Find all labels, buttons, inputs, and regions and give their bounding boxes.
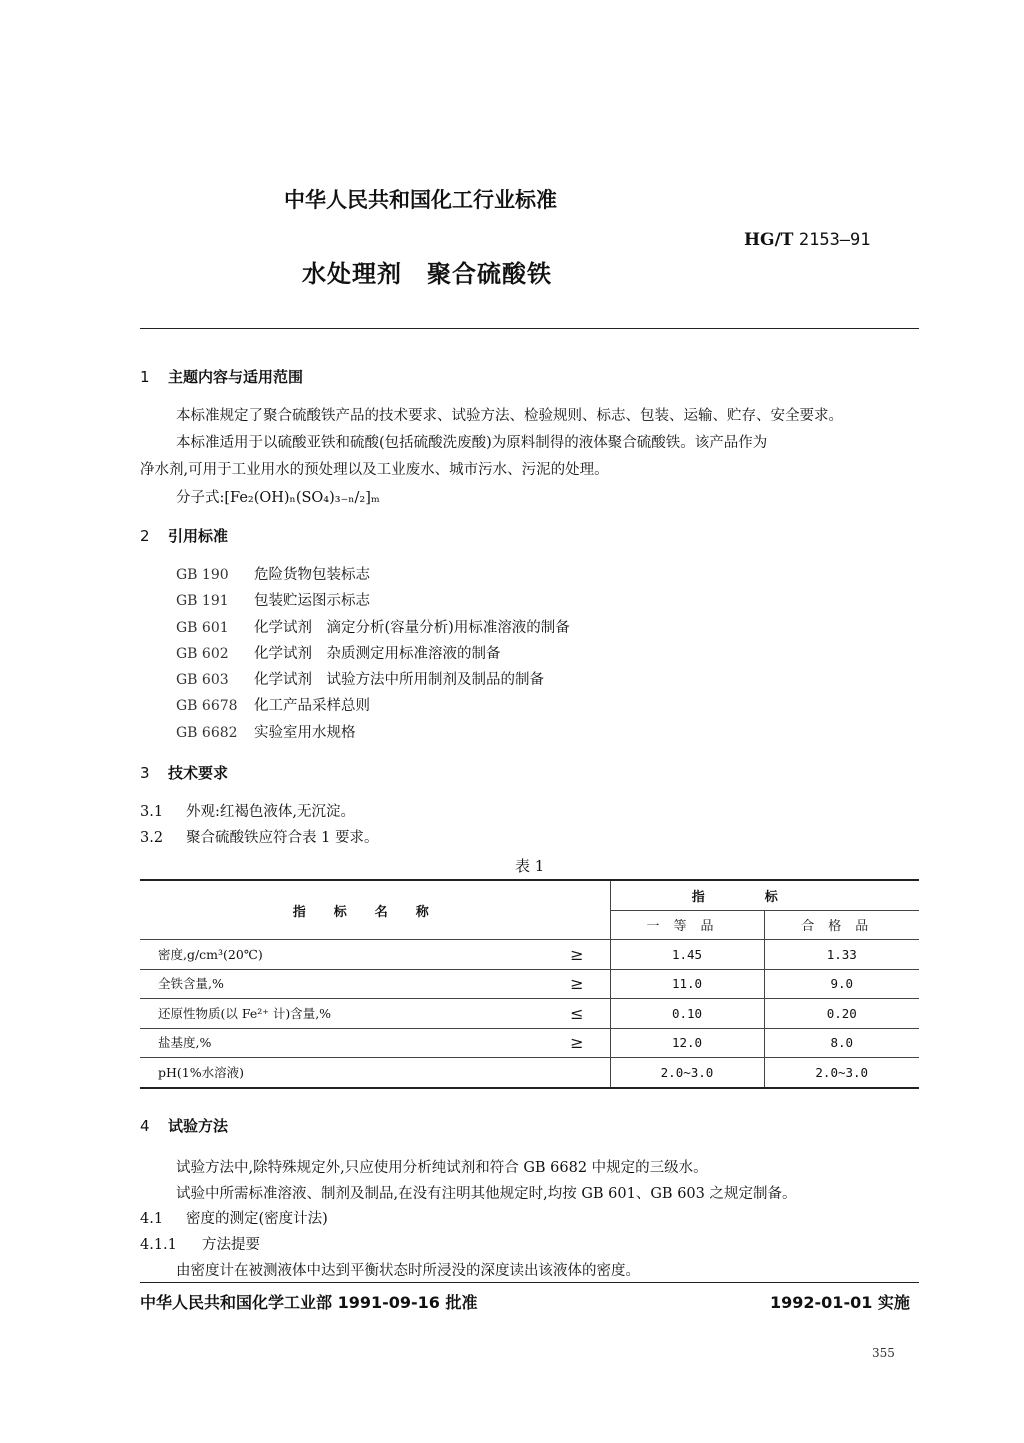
comparison-sign: ≥	[570, 1033, 584, 1053]
table-header-qualified: 合格品	[764, 910, 919, 940]
reference-code: GB 602	[176, 646, 229, 662]
sec1-paragraph-2-cont: 净水剂,可用于工业用水的预处理以及工业废水、城市污水、污泥的处理。	[140, 462, 609, 478]
clause-number: 3.2	[140, 830, 164, 846]
comparison-sign: ≥	[570, 974, 584, 994]
reference-title: 化学试剂 试验方法中所用制剂及制品的制备	[254, 672, 544, 688]
table-header-name: 指标名称	[140, 880, 610, 940]
reference-code: GB 190	[176, 567, 229, 583]
clause-text: 方法提要	[202, 1237, 260, 1253]
table-header-first-grade: 一等品	[610, 910, 764, 940]
clause-3-2	[140, 826, 378, 847]
table-row	[140, 969, 919, 999]
section-number: 2	[140, 527, 150, 545]
table-cell-value: 11.0	[610, 969, 764, 999]
section-title: 主题内容与适用范围	[168, 368, 304, 386]
section-title: 引用标准	[168, 527, 229, 545]
reference-code: GB 6682	[176, 725, 238, 741]
table-row	[140, 1058, 919, 1088]
method-principle-text: 由密度计在被测液体中达到平衡状态时所浸没的深度读出该液体的密度。	[176, 1263, 640, 1279]
table-cell-value: 12.0	[610, 1028, 764, 1058]
table-cell-value: 0.10	[610, 999, 764, 1029]
table-row	[140, 1028, 919, 1058]
section-number: 3	[140, 764, 150, 782]
standard-code: 2153—91	[798, 230, 871, 250]
section-2-heading	[140, 525, 228, 546]
item-name: 密度,g/cm³(20℃)	[158, 946, 263, 962]
clause-number: 4.1.1	[140, 1237, 177, 1253]
table-row	[140, 940, 919, 970]
section-number: 4	[140, 1117, 150, 1135]
clause-number: 4.1	[140, 1211, 164, 1227]
table-cell-name	[140, 969, 610, 999]
standard-prefix: HG/T	[744, 230, 794, 250]
formula-label: 分子式:	[176, 490, 225, 506]
approval-line: 中华人民共和国化学工业部 1991-09-16 批准	[140, 1293, 478, 1312]
table-cell-value: 9.0	[764, 969, 919, 999]
table-row	[140, 999, 919, 1029]
table-cell-value: 2.0~3.0	[610, 1058, 764, 1088]
table-cell-name	[140, 1058, 610, 1088]
table-cell-value: 8.0	[764, 1028, 919, 1058]
document-title: 水处理剂 聚合硫酸铁	[302, 260, 552, 288]
reference-title: 化工产品采样总则	[254, 698, 370, 714]
reference-title: 实验室用水规格	[254, 725, 356, 741]
item-name: pH(1%水溶液)	[158, 1065, 244, 1081]
table-cell-name	[140, 1028, 610, 1058]
reference-item	[176, 589, 370, 610]
comparison-sign: ≥	[570, 944, 584, 964]
comparison-sign: ≤	[570, 1003, 584, 1023]
org-title: 中华人民共和国化工行业标准	[284, 188, 557, 212]
table-header-group: 指标	[610, 880, 919, 910]
reference-item	[176, 668, 544, 689]
reference-code: GB 601	[176, 620, 229, 636]
table-cell-name	[140, 999, 610, 1029]
table-cell-value: 1.33	[764, 940, 919, 970]
item-name: 还原性物质(以 Fe²⁺ 计)含量,%	[158, 1005, 332, 1021]
reference-item	[176, 616, 570, 637]
table-cell-value: 1.45	[610, 940, 764, 970]
sec1-paragraph-1: 本标准规定了聚合硫酸铁产品的技术要求、试验方法、检验规则、标志、包装、运输、贮存、安全要求。	[176, 408, 843, 424]
sec4-paragraph-2: 试验中所需标准溶液、制剂及制品,在没有注明其他规定时,均按 GB 601、GB 603 之规定制备。	[176, 1186, 797, 1202]
table-cell-value: 0.20	[764, 999, 919, 1029]
footer-rule	[140, 1282, 919, 1283]
header-rule	[140, 328, 919, 329]
table-cell-value: 2.0~3.0	[764, 1058, 919, 1088]
reference-title: 化学试剂 杂质测定用标准溶液的制备	[254, 646, 501, 662]
section-number: 1	[140, 368, 150, 386]
section-title: 试验方法	[168, 1117, 229, 1135]
sec1-paragraph-2: 本标准适用于以硫酸亚铁和硫酸(包括硫酸洗废酸)为原料制得的液体聚合硫酸铁。该产品作为	[176, 435, 768, 451]
item-name: 全铁含量,%	[158, 976, 224, 992]
reference-item	[176, 721, 356, 742]
item-name: 盐基度,%	[158, 1035, 212, 1051]
clause-4-1	[140, 1207, 328, 1228]
clause-3-1	[140, 800, 355, 821]
reference-code: GB 603	[176, 672, 229, 688]
section-title: 技术要求	[168, 764, 229, 782]
reference-code: GB 191	[176, 593, 229, 609]
page-number: 355	[872, 1346, 895, 1360]
table-caption: 表 1	[515, 857, 545, 875]
clause-number: 3.1	[140, 804, 164, 820]
sec4-paragraph-1: 试验方法中,除特殊规定外,只应使用分析纯试剂和符合 GB 6682 中规定的三级水。	[176, 1160, 708, 1176]
section-4-heading	[140, 1115, 228, 1136]
molecular-formula	[176, 486, 380, 507]
table-cell-name	[140, 940, 610, 970]
comparison-sign	[584, 1063, 610, 1081]
section-1-heading	[140, 366, 303, 387]
formula-text: [Fe₂(OH)ₙ(SO₄)₃₋ₙ/₂]ₘ	[224, 490, 380, 506]
clause-text: 外观:红褐色液体,无沉淀。	[186, 804, 355, 820]
clause-4-1-1	[140, 1233, 260, 1254]
reference-title: 危险货物包装标志	[254, 567, 370, 583]
reference-title: 化学试剂 滴定分析(容量分析)用标准溶液的制备	[254, 620, 570, 636]
reference-item	[176, 694, 370, 715]
standard-number	[744, 230, 871, 250]
clause-text: 聚合硫酸铁应符合表 1 要求。	[186, 830, 379, 846]
specification-table	[140, 879, 919, 1089]
reference-code: GB 6678	[176, 698, 238, 714]
reference-item	[176, 563, 370, 584]
clause-text: 密度的测定(密度计法)	[186, 1211, 328, 1227]
reference-title: 包装贮运图示标志	[254, 593, 370, 609]
effective-date: 1992-01-01 实施	[770, 1293, 910, 1312]
section-3-heading	[140, 762, 228, 783]
reference-item	[176, 642, 501, 663]
